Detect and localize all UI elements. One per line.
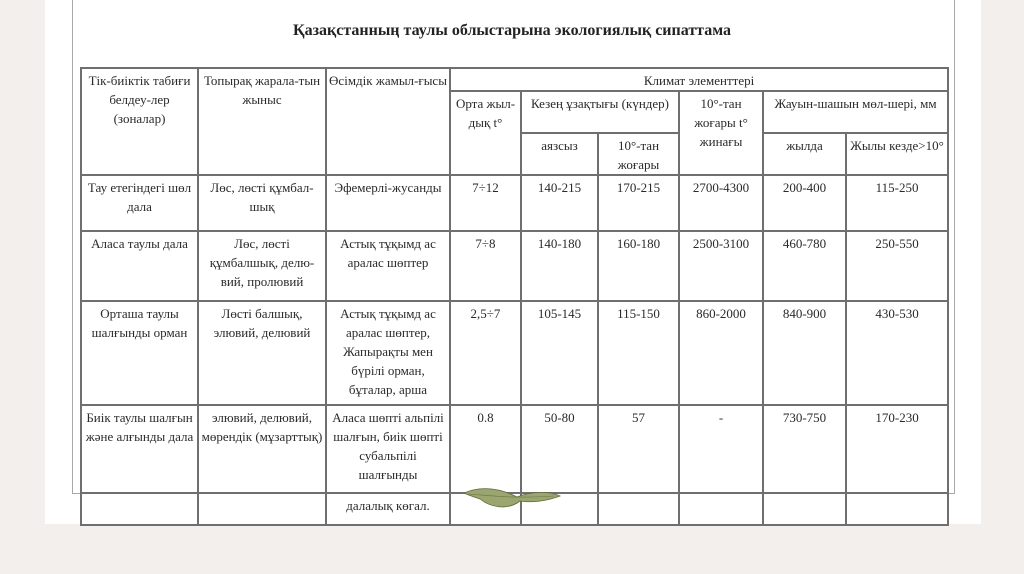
cell-empty: [81, 493, 198, 525]
page-title: Қазақстанның таулы облыстарына экологиялық сипаттама: [292, 22, 732, 39]
cell-zone: Тау етегіндегі шөл дала: [81, 175, 198, 231]
cell-warm: 115-250: [846, 175, 948, 231]
cell-avg: 2,5÷7: [450, 301, 521, 405]
cell-plant: Астық тұқымд ас аралас шөптер: [326, 231, 450, 301]
cell-zone: Орташа таулы шалғынды орман: [81, 301, 198, 405]
cell-zone: Биік таулы шалғын және алғынды дала: [81, 405, 198, 493]
cell-avg: 7÷8: [450, 231, 521, 301]
cell-warm: 430-530: [846, 301, 948, 405]
cell-year: 200-400: [763, 175, 846, 231]
cell-frostless: 50-80: [521, 405, 598, 493]
table-row: [81, 405, 948, 493]
header-precip: Жауын-шашын мөл-шері, мм: [763, 91, 948, 133]
cell-plant: Аласа шөпті альпілі шалғын, биік шөпті субальпілі шалғынды: [326, 405, 450, 493]
cell-warm: 250-550: [846, 231, 948, 301]
cell-above10: 115-150: [598, 301, 679, 405]
header-per-year: жылда: [763, 133, 846, 175]
cell-plant-overflow: далалық көгал.: [326, 493, 450, 525]
cell-avg: 7÷12: [450, 175, 521, 231]
header-frostless: аязсыз: [521, 133, 598, 175]
cell-above10: 170-215: [598, 175, 679, 231]
cell-soil: Лөс, лөсті құмбал-шық: [198, 175, 326, 231]
header-avg-temp: Орта жыл-дық t°: [450, 91, 521, 175]
cell-empty: [763, 493, 846, 525]
cell-avg: 0.8: [450, 405, 521, 493]
header-climate: Климат элементтері: [450, 68, 948, 91]
cell-above10: 57: [598, 405, 679, 493]
cell-zone: Аласа таулы дала: [81, 231, 198, 301]
cell-frostless: 105-145: [521, 301, 598, 405]
cell-year: 840-900: [763, 301, 846, 405]
cell-empty: [679, 493, 763, 525]
leaf-decoration-icon: [462, 485, 562, 513]
header-warm: Жылы кезде>10°: [846, 133, 948, 175]
cell-empty: [846, 493, 948, 525]
cell-soil: Лөсті балшық, элювий, делювий: [198, 301, 326, 405]
cell-above10: 160-180: [598, 231, 679, 301]
cell-soil: Лөс, лөсті құмбалшық, делю-вий, пролювий: [198, 231, 326, 301]
header-zone: Тік-биіктік табиғи белдеу-лер (зоналар): [81, 68, 198, 175]
header-sum-temp: 10°-тан жоғары t° жинағы: [679, 91, 763, 175]
cell-plant: Эфемерлі-жусанды: [326, 175, 450, 231]
cell-plant: Астық тұқымд ас аралас шөптер, Жапырақты мен бүрілі орман, бұталар, арша: [326, 301, 450, 405]
cell-year: 730-750: [763, 405, 846, 493]
cell-sum: 2700-4300: [679, 175, 763, 231]
table-row: [81, 301, 948, 405]
cell-frostless: 140-180: [521, 231, 598, 301]
cell-soil: элювий, делювий, мөрендік (мұзарттық): [198, 405, 326, 493]
cell-empty: [598, 493, 679, 525]
cell-frostless: 140-215: [521, 175, 598, 231]
cell-sum: -: [679, 405, 763, 493]
header-above10: 10°-тан жоғары: [598, 133, 679, 175]
header-period: Кезең ұзақтығы (күндер): [521, 91, 679, 133]
cell-year: 460-780: [763, 231, 846, 301]
cell-sum: 860-2000: [679, 301, 763, 405]
header-soil: Топырақ жарала-тын жыныс: [198, 68, 326, 175]
cell-warm: 170-230: [846, 405, 948, 493]
cell-empty: [198, 493, 326, 525]
ecology-table: [80, 67, 949, 526]
header-plant: Өсімдік жамыл-ғысы: [326, 68, 450, 175]
table-row: [81, 175, 948, 231]
cell-sum: 2500-3100: [679, 231, 763, 301]
table-row: [81, 231, 948, 301]
